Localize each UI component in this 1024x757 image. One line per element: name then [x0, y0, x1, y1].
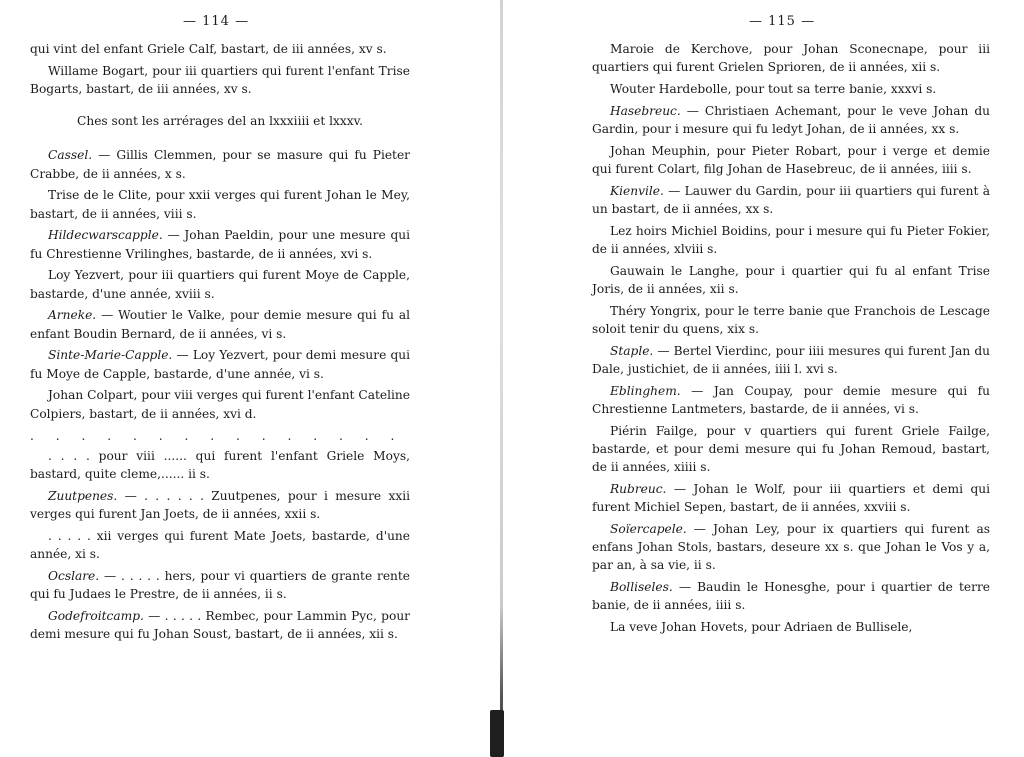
place-name: Hildecwarscapple.	[48, 228, 163, 243]
paragraph: Cassel. — Gillis Clemmen, pour se masure qui fu Pieter Crabbe, de ii années, x s.	[30, 148, 410, 181]
page-body	[30, 40, 410, 647]
place-name: Eblinghem.	[610, 383, 681, 398]
ellipsis-line: . . . . . . . . . . . . . . .	[30, 428, 404, 443]
page-number: — 115 —	[749, 14, 816, 29]
place-name: Staple.	[610, 343, 654, 358]
paragraph: Hildecwarscapple. — Johan Paeldin, pour une mesure qui fu Chrestienne Vrilinghes, bastarde, de ii années, xvi s.	[30, 228, 410, 261]
paragraph: Johan Colpart, pour viii verges qui furent l'enfant Cateline Colpiers, bastart, de ii années, xvi d.	[30, 388, 410, 421]
page-number: — 114 —	[183, 14, 250, 29]
paragraph: Piérin Failge, pour v quartiers qui furent Griele Failge, bastarde, et pour demi mesure qui fu Johan Remoud, bastart, de ii années, xiiii s.	[592, 423, 990, 475]
paragraph: Kienvile. — Lauwer du Gardin, pour iii quartiers qui furent à un bastart, de ii années, xx s.	[592, 183, 990, 216]
paragraph: Staple. — Bertel Vierdinc, pour iiii mesures qui furent Jan du Dale, justichiet, de ii années, iiii l. xvi s.	[592, 343, 990, 376]
paragraph: Trise de le Clite, pour xxii verges qui furent Johan le Mey, bastart, de ii années, viii s.	[30, 188, 410, 221]
paragraph: La veve Johan Hovets, pour Adriaen de Bullisele,	[610, 620, 913, 635]
right-page	[574, 0, 1004, 757]
place-name: Godefroitcamp.	[48, 609, 144, 624]
paragraph: Maroie de Kerchove, pour Johan Sconecnape, pour iii quartiers qui furent Grielen Sprioren, de ii années, xii s.	[592, 42, 990, 75]
left-page	[0, 0, 440, 757]
paragraph: Gauwain le Langhe, pour i quartier qui fu al enfant Trise Joris, de ii années, xii s.	[592, 263, 990, 296]
paragraph: Hasebreuc. — Christiaen Achemant, pour le veve Johan du Gardin, pour i mesure qui fu ledyt Johan, de ii années, xx s.	[592, 103, 990, 136]
paragraph: Rubreuc. — Johan le Wolf, pour iii quartiers et demi qui furent Michiel Sepen, bastart, de ii années, xxviii s.	[592, 482, 990, 515]
paragraph: qui vint del enfant Griele Calf, bastart, de iii années, xv s.	[30, 42, 387, 56]
section-heading: Ches sont les arrérages del an lxxxiiii et lxxxv.	[77, 114, 363, 129]
paragraph: Soïercapele. — Johan Ley, pour ix quartiers qui furent as enfans Johan Stols, bastars, deseure xx s. que Johan le Vos y a, par an, à sa vie, ii s.	[592, 522, 990, 573]
place-name: Rubreuc.	[610, 482, 667, 496]
paragraph: Johan Meuphin, pour Pieter Robart, pour i verge et demie qui furent Colart, filg Johan de Hasebreuc, de ii années, iiii s.	[592, 143, 990, 176]
place-name: Arneke.	[48, 308, 97, 323]
place-name: Kienvile.	[610, 183, 664, 198]
page-body	[592, 40, 990, 640]
scan-smudge	[490, 710, 504, 757]
place-name: Ocslare.	[48, 569, 100, 584]
paragraph: Bolliseles. — Baudin le Honesghe, pour i quartier de terre banie, de ii années, iiii s.	[592, 580, 990, 613]
paragraph: . . . . . xii verges qui furent Mate Joets, bastarde, d'une année, xi s.	[30, 529, 410, 562]
paragraph: Godefroitcamp. — . . . . . Rembec, pour Lammin Pyc, pour demi mesure qui fu Johan Soust, bastart, de ii années, xii s.	[30, 609, 410, 642]
place-name: Zuutpenes.	[48, 489, 118, 504]
gutter-crease	[500, 0, 503, 757]
paragraph: Arneke. — Woutier le Valke, pour demie mesure qui fu al enfant Boudin Bernard, de ii années, vi s.	[30, 308, 410, 341]
place-name: Bolliseles.	[610, 580, 673, 595]
place-name: Soïercapele.	[610, 522, 687, 536]
paragraph: Sinte-Marie-Capple. — Loy Yezvert, pour demi mesure qui fu Moye de Capple, bastarde, d'une année, vi s.	[30, 348, 410, 381]
paragraph: Loy Yezvert, pour iii quartiers qui furent Moye de Capple, bastarde, d'une année, xviii s.	[30, 268, 410, 301]
place-name: Cassel.	[48, 148, 93, 163]
book-gutter	[440, 0, 574, 757]
paragraph: Willame Bogart, pour iii quartiers qui furent l'enfant Trise Bogarts, bastart, de iii années, xv s.	[30, 63, 410, 96]
paragraph: Théry Yongrix, pour le terre banie que Franchois de Lescage soloit tenir du quens, xix s.	[592, 303, 990, 336]
paragraph: Ocslare. — . . . . . hers, pour vi quartiers de grante rente qui fu Judaes le Prestre, de ii années, ii s.	[30, 569, 410, 602]
paragraph: Wouter Hardebolle, pour tout sa terre banie, xxxvi s.	[610, 82, 937, 96]
place-name: Sinte-Marie-Capple.	[48, 348, 173, 363]
paragraph: Lez hoirs Michiel Boidins, pour i mesure qui fu Pieter Fokier, de ii années, xlviii s.	[592, 223, 990, 256]
paragraph: Eblinghem. — Jan Coupay, pour demie mesure qui fu Chrestienne Lantmeters, bastarde, de ii années, vi s.	[592, 383, 990, 416]
place-name: Hasebreuc.	[610, 103, 681, 118]
paragraph: . . . . pour viii ...... qui furent l'enfant Griele Moys, bastard, quite cleme,...... ii s.	[30, 449, 410, 482]
paragraph: Zuutpenes. — . . . . . . Zuutpenes, pour i mesure xxii verges qui furent Jan Joets, de ii années, xxii s.	[30, 489, 410, 522]
